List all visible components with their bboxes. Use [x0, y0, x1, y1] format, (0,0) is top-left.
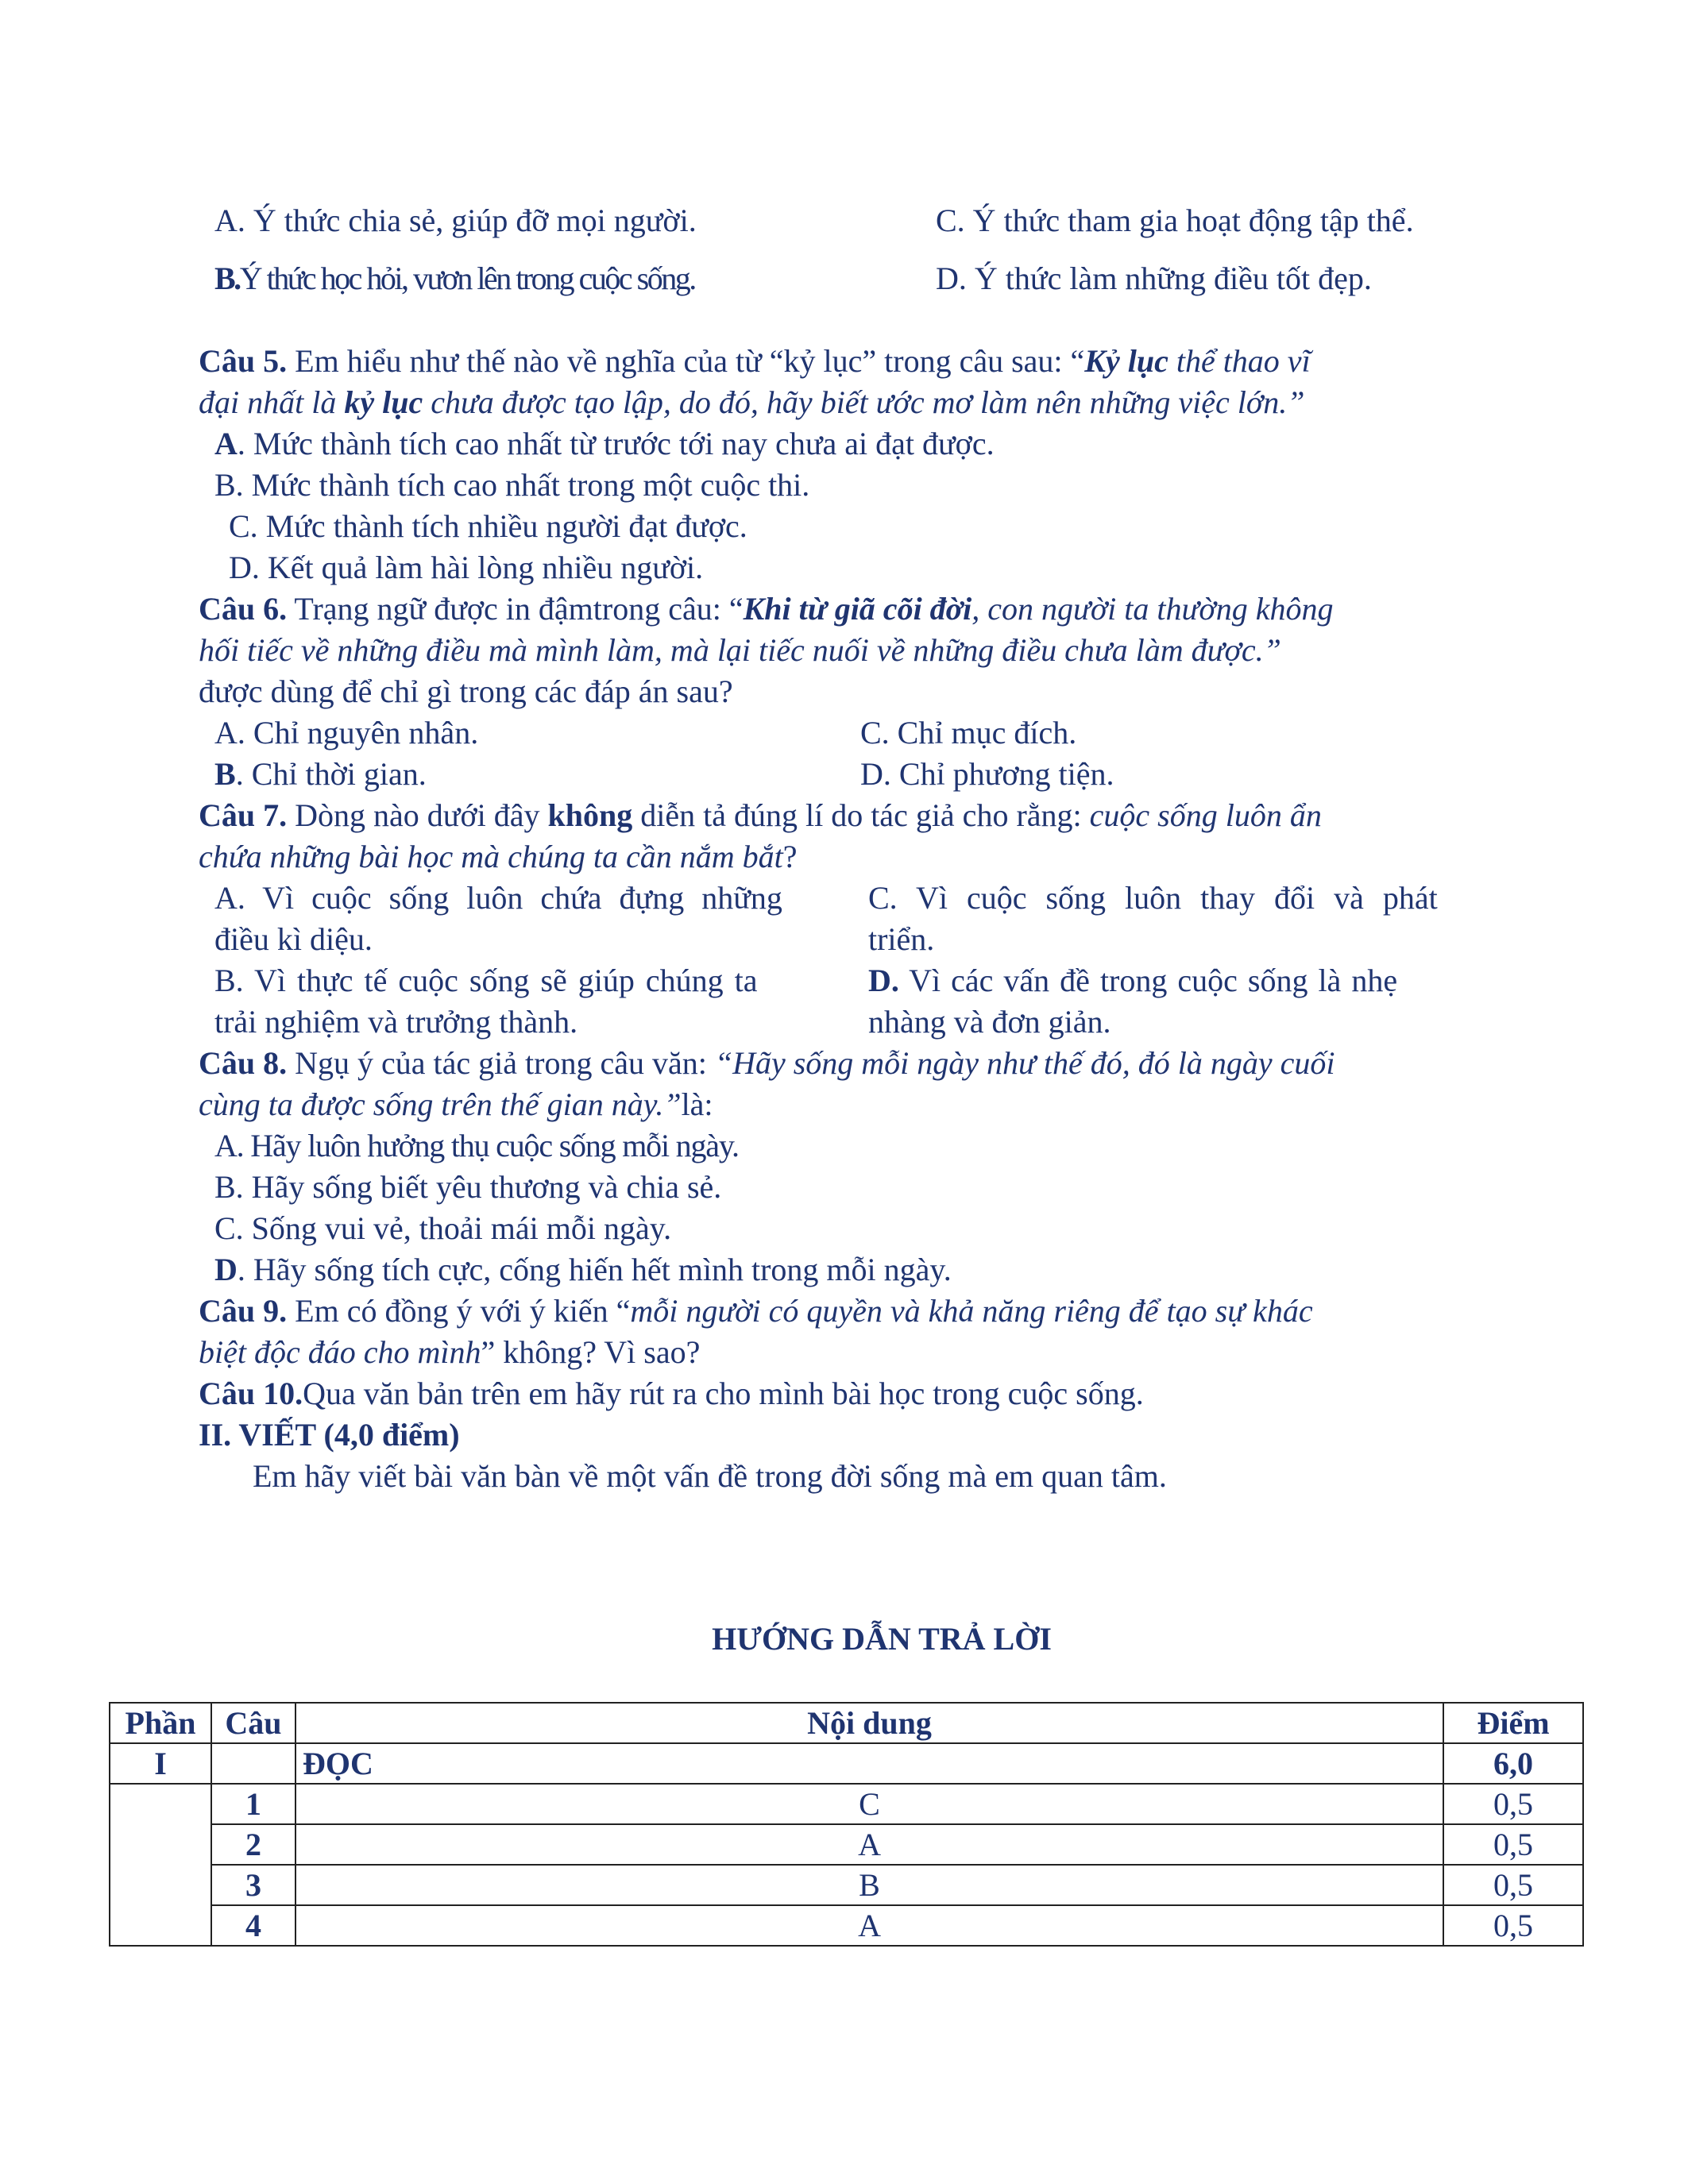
q6-quote: hối tiếc về những điều mà mình làm, mà lại tiếc nuối về những điều chưa làm được.”	[199, 632, 1281, 668]
q5-quote	[199, 382, 1304, 423]
question-cell: 1	[211, 1784, 295, 1824]
question-label: Câu 5.	[199, 343, 288, 379]
table-section-row	[110, 1743, 1583, 1784]
quote-text: biệt độc đáo cho mình	[199, 1334, 481, 1370]
q5-option-d: D. Kết quả làm hài lòng nhiều người.	[229, 550, 704, 585]
question-text: Dòng nào dưới đây	[287, 797, 548, 833]
question-label: Câu 7.	[199, 797, 288, 833]
q5-prompt	[199, 341, 1311, 382]
question-label: Câu 10.	[199, 1376, 303, 1411]
answer-key-heading: HƯỚNG DẪN TRẢ LỜI	[712, 1621, 1052, 1657]
q6-prompt	[199, 588, 1333, 630]
q4-option-c: C. Ý thức tham gia hoạt động tập thể.	[936, 203, 1414, 238]
question-text: diễn tả đúng lí do tác giả cho rằng:	[632, 797, 1090, 833]
quote-text: chứa những bài học mà chúng ta cần nắm bắt	[199, 839, 783, 874]
quote-text: thể thao vĩ	[1168, 343, 1311, 379]
q7-quote	[199, 836, 798, 878]
q7-option-c-cont: triển.	[868, 921, 935, 957]
q8-option-d	[214, 1249, 952, 1291]
q8-option-b: B. Hãy sống biết yêu thương và chia sẻ.	[214, 1169, 722, 1205]
question-cell	[211, 1743, 295, 1784]
table-header-row	[110, 1703, 1583, 1743]
q6-option-a: A. Chỉ nguyên nhân.	[214, 715, 479, 751]
score-cell: 0,5	[1443, 1824, 1583, 1865]
question-cell: 2	[211, 1824, 295, 1865]
q7-option-d-cont: nhàng và đơn giản.	[868, 1004, 1111, 1040]
option-letter: B.	[214, 260, 240, 296]
q7-prompt	[199, 795, 1322, 836]
quote-text: chưa được tạo lập, do đó, hãy biết ước mơ làm nên những việc lớn.”	[423, 384, 1305, 420]
quote-text: đại nhất là	[199, 384, 345, 420]
content-cell: A	[295, 1824, 1443, 1865]
option-letter: B	[214, 756, 236, 792]
q8-option-c: C. Sống vui vẻ, thoải mái mỗi ngày.	[214, 1210, 672, 1246]
q7-option-b-cont: trải nghiệm và trưởng thành.	[214, 1004, 578, 1040]
option-letter: D	[214, 1252, 238, 1287]
question-cell: 3	[211, 1865, 295, 1905]
part-cell: I	[110, 1743, 211, 1784]
question-text: Trạng ngữ được in đậmtrong câu: “	[287, 591, 744, 627]
option-text: . Mức thành tích cao nhất từ trước tới nay chưa ai đạt được.	[237, 426, 995, 461]
content-cell: B	[295, 1865, 1443, 1905]
question-label: Câu 9.	[199, 1293, 288, 1329]
question-text: là:	[681, 1086, 713, 1122]
q4-option-b	[214, 258, 695, 299]
q8-option-a: A. Hãy luôn hưởng thụ cuộc sống mỗi ngày.	[214, 1128, 739, 1163]
question-text: Em hiểu như thế nào về nghĩa của từ “kỷ lục” trong câu sau: “	[287, 343, 1085, 379]
table-row	[110, 1905, 1583, 1946]
answer-key-table	[109, 1702, 1584, 1947]
quote-bold: Kỷ lục	[1084, 343, 1168, 379]
q5-option-a	[214, 423, 995, 465]
table-row	[110, 1865, 1583, 1905]
q7-option-c: C. Vì cuộc sống luôn thay đổi và phát	[868, 880, 1438, 916]
content-cell: A	[295, 1905, 1443, 1946]
score-cell: 0,5	[1443, 1865, 1583, 1905]
quote-text: cuộc sống luôn ẩn	[1089, 797, 1322, 833]
header-question: Câu	[211, 1703, 295, 1743]
question-text: ” không? Vì sao?	[481, 1334, 701, 1370]
question-label: Câu 8.	[199, 1045, 288, 1081]
q5-option-b: B. Mức thành tích cao nhất trong một cuộc thi.	[214, 467, 810, 503]
quote-text: mỗi người có quyền và khả năng riêng để tạo sự khác	[630, 1293, 1313, 1329]
q8-prompt	[199, 1043, 1335, 1084]
content-cell: C	[295, 1784, 1443, 1824]
question-text: Qua văn bản trên em hãy rút ra cho mình bài học trong cuộc sống.	[303, 1376, 1144, 1411]
header-score: Điểm	[1443, 1703, 1583, 1743]
option-text: Vì các vấn đề trong cuộc sống là nhẹ	[898, 963, 1398, 998]
q8-quote	[199, 1084, 713, 1125]
section-2-task: Em hãy viết bài văn bàn về một vấn đề trong đời sống mà em quan tâm.	[253, 1458, 1167, 1494]
q4-option-d: D. Ý thức làm những điều tốt đẹp.	[936, 260, 1372, 296]
q7-option-d	[868, 960, 1397, 1001]
option-text: . Hãy sống tích cực, cống hiến hết mình trong mỗi ngày.	[237, 1252, 952, 1287]
question-text: Ngụ ý của tác giả trong câu văn:	[287, 1045, 715, 1081]
quote-text: “Hãy sống mỗi ngày như thế đó, đó là ngày cuối	[714, 1045, 1335, 1081]
q7-option-a-cont: điều kì diệu.	[214, 921, 373, 957]
section-2-heading: II. VIẾT (4,0 điểm)	[199, 1417, 460, 1453]
option-text: Ý thức học hỏi, vươn lên trong cuộc sống.	[239, 260, 695, 296]
quote-bold: Khi từ giã cõi đời	[743, 591, 972, 627]
option-letter: A	[214, 426, 238, 461]
q6-option-b	[214, 754, 427, 795]
content-cell: ĐỌC	[295, 1743, 1443, 1784]
q6-option-c: C. Chỉ mục đích.	[860, 715, 1077, 751]
header-part: Phần	[110, 1703, 211, 1743]
question-text: ?	[782, 839, 798, 874]
q4-option-a: A. Ý thức chia sẻ, giúp đỡ mọi người.	[214, 203, 697, 238]
quote-bold: kỷ lục	[344, 384, 423, 420]
q10-prompt	[199, 1373, 1144, 1414]
header-content: Nội dung	[295, 1703, 1443, 1743]
question-text: Em có đồng ý với ý kiến “	[287, 1293, 631, 1329]
score-cell: 6,0	[1443, 1743, 1583, 1784]
score-cell: 0,5	[1443, 1905, 1583, 1946]
question-cell: 4	[211, 1905, 295, 1946]
option-letter: D.	[868, 963, 899, 998]
table-row	[110, 1824, 1583, 1865]
q6-option-d: D. Chỉ phương tiện.	[860, 756, 1114, 792]
option-text: . Chỉ thời gian.	[235, 756, 427, 792]
q9-quote	[199, 1332, 700, 1373]
part-cell-empty	[110, 1784, 211, 1946]
score-cell: 0,5	[1443, 1784, 1583, 1824]
q9-prompt	[199, 1291, 1313, 1332]
q6-prompt-end: được dùng để chỉ gì trong các đáp án sau?	[199, 673, 733, 709]
question-bold: không	[547, 797, 633, 833]
quote-text: , con người ta thường không	[971, 591, 1334, 627]
q7-option-a: A. Vì cuộc sống luôn chứa đựng những	[214, 880, 782, 916]
table-row	[110, 1784, 1583, 1824]
quote-text: cùng ta được sống trên thế gian này.”	[199, 1086, 682, 1122]
q7-option-b: B. Vì thực tế cuộc sống sẽ giúp chúng ta	[214, 963, 758, 998]
question-label: Câu 6.	[199, 591, 288, 627]
q5-option-c: C. Mức thành tích nhiều người đạt được.	[229, 508, 747, 544]
